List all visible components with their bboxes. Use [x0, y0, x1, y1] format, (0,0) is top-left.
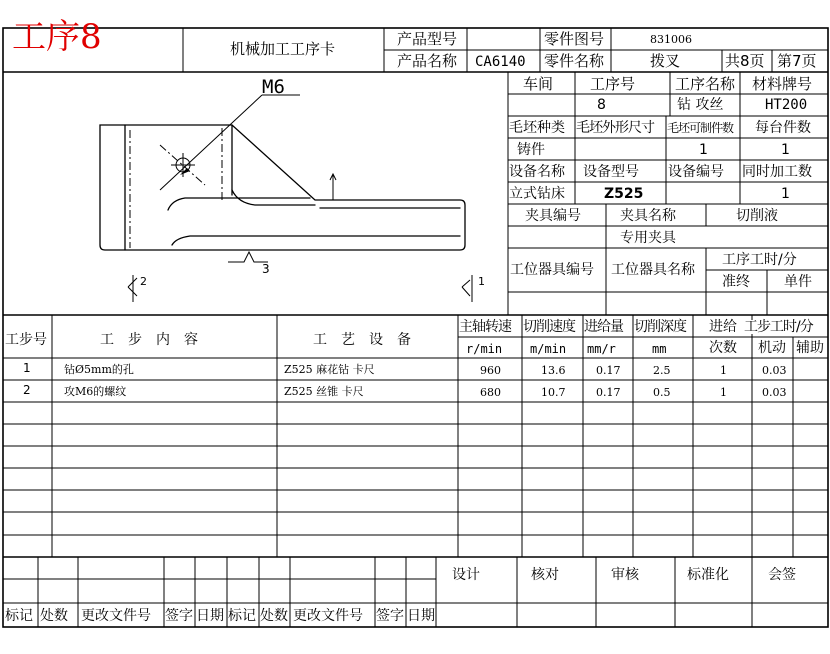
- product-name-value: CA6140: [475, 54, 526, 70]
- col-passes: 进给: [709, 319, 737, 335]
- footer-sign-1: 签字: [165, 608, 193, 624]
- table-row-2-spindle: 680: [480, 386, 501, 399]
- simul-value: 1: [781, 186, 790, 202]
- datum-1-label: 1: [478, 275, 485, 288]
- op-no-label: 工序号: [590, 75, 636, 93]
- footer-design: 设计: [452, 567, 480, 583]
- col-step-no: 工步号: [5, 332, 47, 348]
- stamp-label: 工序8: [12, 17, 102, 57]
- product-model-label: 产品型号: [397, 30, 458, 48]
- table-row-1-speed: 13.6: [541, 364, 566, 377]
- unit-depth: mm: [652, 342, 667, 356]
- footer-review: 审核: [611, 567, 639, 583]
- table-row-2-machine: 0.03: [762, 386, 787, 399]
- station-tool-no-label: 工位器具编号: [510, 262, 594, 278]
- part-name-label: 零件名称: [544, 52, 605, 70]
- prep-label: 准终: [722, 274, 750, 290]
- thread-label: M6: [262, 76, 285, 98]
- footer-count-1: 处数: [40, 608, 68, 624]
- blank-type-value: 铸件: [517, 142, 545, 158]
- table-row-1-depth: 2.5: [653, 364, 671, 377]
- col-spindle: 主轴转速: [459, 319, 511, 335]
- part-name-value: 拨叉: [650, 52, 681, 70]
- table-row-2-content: 攻M6的螺纹: [64, 385, 127, 398]
- blank-size-label: 毛坯外形尺寸: [576, 120, 654, 136]
- table-row-2-depth: 0.5: [653, 386, 671, 399]
- table-row-2-speed: 10.7: [541, 386, 566, 399]
- equip-name-label: 设备名称: [509, 164, 565, 180]
- col-aux: 辅助: [796, 340, 824, 356]
- coolant-label: 切削液: [736, 208, 778, 224]
- footer-change-doc-1: 更改文件号: [81, 608, 151, 624]
- op-name-value: 钻 攻丝: [677, 97, 724, 113]
- simul-label: 同时加工数: [742, 164, 812, 180]
- total-pages: 共8页: [725, 52, 765, 70]
- blank-type-label: 毛坯种类: [509, 120, 565, 136]
- table-row-2-feed: 0.17: [596, 386, 621, 399]
- table-row-1-equipment: Z525 麻花钻 卡尺: [284, 363, 375, 376]
- page-no: 第7页: [777, 52, 817, 70]
- col-equipment: 工 艺 设 备: [313, 332, 411, 348]
- footer-mark-2: 标记: [228, 608, 256, 624]
- col-feed: 进给量: [584, 319, 623, 335]
- col-machine: 机动: [758, 340, 786, 356]
- material-value: HT200: [765, 97, 808, 113]
- per-blank-label: 毛坯可制件数: [667, 121, 734, 135]
- table-row-1-machine: 0.03: [762, 364, 787, 377]
- table-row-2-passes: 1: [720, 386, 727, 399]
- per-blank-value: 1: [699, 142, 708, 158]
- footer-mark-1: 标记: [5, 608, 33, 624]
- equip-model-label: 设备型号: [583, 164, 639, 180]
- table-row-1-content: 钻Ø5mm的孔: [64, 363, 134, 376]
- per-unit-label: 每台件数: [755, 120, 811, 136]
- table-row-2-equipment: Z525 丝锥 卡尺: [284, 385, 364, 398]
- footer-change-doc-2: 更改文件号: [293, 608, 363, 624]
- table-row-1-spindle: 960: [480, 364, 501, 377]
- fixture-name-value: 专用夹具: [620, 230, 676, 246]
- footer-standard: 标准化: [687, 567, 729, 583]
- equip-name-value: 立式钻床: [509, 186, 565, 202]
- col-depth: 切削深度: [634, 319, 686, 335]
- footer-check: 核对: [531, 567, 559, 583]
- part-drawing-no-value: 831006: [650, 33, 692, 46]
- material-label: 材料牌号: [752, 75, 813, 93]
- card-title: 机械加工工序卡: [230, 40, 336, 58]
- table-row-1-passes: 1: [720, 364, 727, 377]
- unit-feed: mm/r: [587, 342, 616, 356]
- product-name-label: 产品名称: [397, 52, 458, 70]
- equip-model-value: Z525: [604, 186, 644, 202]
- col-passes-2: 次数: [709, 340, 737, 356]
- station-tool-name-label: 工位器具名称: [611, 262, 695, 278]
- equip-no-label: 设备编号: [668, 164, 724, 180]
- footer-date-2: 日期: [407, 608, 435, 624]
- table-row-1-feed: 0.17: [596, 364, 621, 377]
- unit-label: 单件: [784, 274, 812, 290]
- table-row-1-no: 1: [23, 361, 31, 375]
- footer-count-2: 处数: [260, 608, 288, 624]
- datum-2-label: 2: [140, 275, 147, 288]
- footer-sign-2: 签字: [376, 608, 404, 624]
- fixture-name-label: 夹具名称: [620, 208, 676, 224]
- col-speed: 切削速度: [523, 319, 575, 335]
- op-no-value: 8: [597, 97, 606, 113]
- table-row-2-no: 2: [23, 383, 31, 397]
- op-name-label: 工序名称: [675, 75, 736, 93]
- part-drawing-no-label: 零件图号: [544, 30, 605, 48]
- dim-label: 3: [262, 262, 270, 276]
- col-hours: 工步工时/分: [744, 319, 813, 335]
- fixture-no-label: 夹具编号: [525, 208, 581, 224]
- unit-speed: m/min: [530, 342, 567, 356]
- workshop-label: 车间: [523, 75, 554, 93]
- unit-spindle: r/min: [466, 342, 503, 356]
- col-content: 工 步 内 容: [100, 332, 198, 348]
- footer-sign: 会签: [768, 567, 796, 583]
- op-time-label: 工序工时/分: [722, 252, 797, 268]
- per-unit-value: 1: [781, 142, 790, 158]
- footer-date-1: 日期: [196, 608, 224, 624]
